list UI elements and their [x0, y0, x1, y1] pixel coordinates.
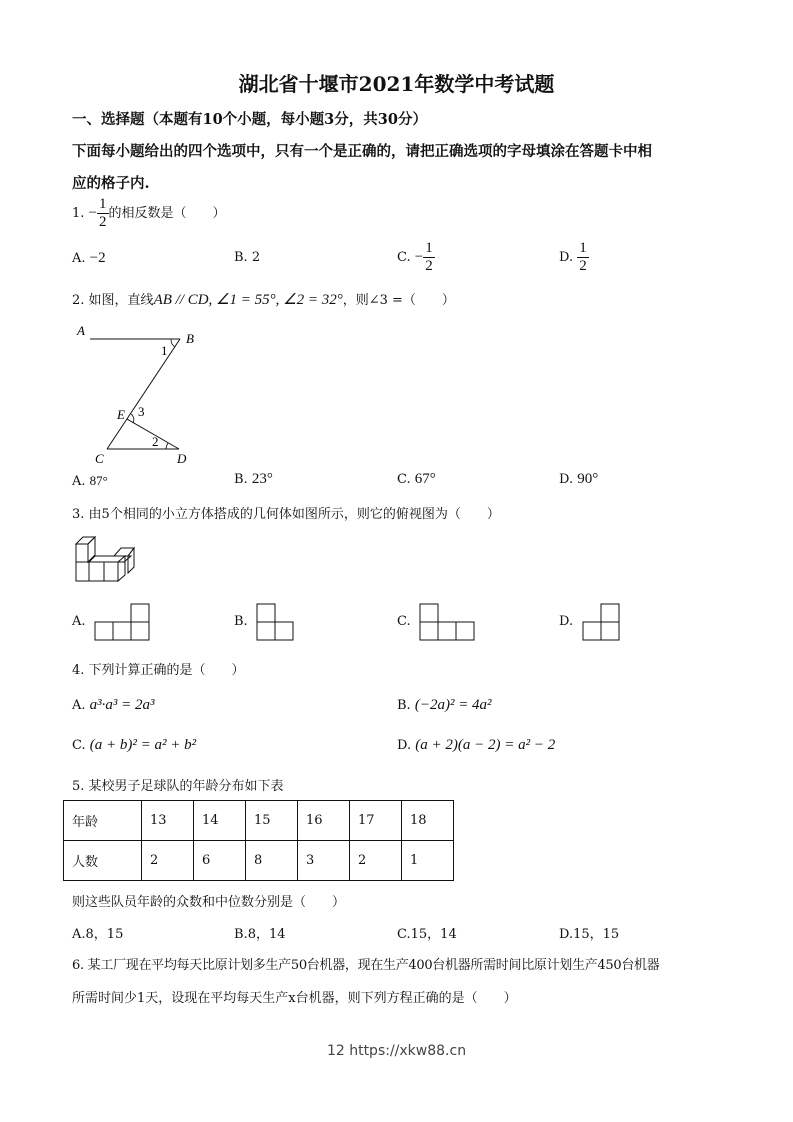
option-value: (a + 2)(a − 2) = a² − 2 [415, 737, 556, 753]
q2-option-b[interactable] [234, 471, 273, 488]
table-cell: 3 [298, 841, 350, 881]
top-view-d-icon [581, 602, 641, 642]
option-label: B. [234, 250, 248, 265]
top-view-a-icon [94, 602, 154, 642]
option-value: (a + b)² = a² + b² [89, 737, 197, 753]
minus-sign: − [414, 249, 424, 265]
option-value: 67° [414, 471, 436, 487]
option-label: C. [397, 614, 411, 629]
option-value: (−2a)² = 4a² [414, 697, 492, 713]
option-label: C. [397, 927, 411, 942]
question-number: 2. [72, 293, 85, 308]
table-row [64, 801, 454, 841]
option-value: 8，14 [247, 927, 286, 942]
question-5 [72, 775, 284, 794]
q5-option-d[interactable] [559, 923, 619, 942]
question-text: 下列计算正确的是（ ） [88, 663, 245, 678]
table-header-cell: 人数 [64, 841, 142, 881]
q3-option-b[interactable] [234, 614, 248, 629]
fraction [577, 240, 589, 275]
question-number: 3. [72, 507, 85, 522]
q1-option-a[interactable] [72, 250, 106, 267]
table-cell: 15 [246, 801, 298, 841]
q3-option-a[interactable] [72, 614, 86, 629]
option-value: 87° [89, 473, 108, 488]
denominator: 2 [99, 214, 107, 230]
option-label: D. [559, 250, 574, 265]
table-cell: 13 [142, 801, 194, 841]
question-text: 某工厂现在平均每天比原计划多生产50台机器，现在生产400台机器所需时间比原计划生产450台机器 [87, 958, 660, 973]
label-a: A [77, 323, 85, 338]
option-value: a³·a³ = 2a³ [89, 697, 155, 713]
question-number: 6. [72, 958, 84, 973]
question-number: 1. [72, 206, 85, 221]
question-text: 由5个相同的小立方体搭成的几何体如图所示，则它的俯视图为（ ） [88, 507, 500, 522]
option-label: D. [397, 738, 412, 753]
option-label: B. [234, 927, 248, 942]
question-text: 的相反数是（ ） [108, 206, 226, 221]
age-distribution-table [63, 800, 454, 881]
table-cell: 17 [350, 801, 402, 841]
q4-option-b[interactable] [397, 697, 492, 714]
fraction [97, 196, 109, 231]
table-cell: 2 [350, 841, 402, 881]
question-1 [72, 196, 226, 231]
page-footer: 12 https://xkw88.cn [326, 1043, 467, 1059]
option-value: 15，14 [410, 927, 457, 942]
option-value: 15，15 [573, 927, 620, 942]
instruction-line-1: 下面每小题给出的四个选项中，只有一个是正确的，请把正确选项的字母填涂在答题卡中相 [72, 143, 652, 160]
label-d: D [177, 451, 187, 466]
geometry-figure [70, 322, 210, 472]
option-label: B. [234, 614, 248, 629]
option-label: D. [559, 472, 574, 487]
option-label: A. [72, 474, 86, 489]
q1-option-b[interactable] [234, 250, 260, 265]
question-6-line-2: 所需时间少1天，设现在平均每天生产x台机器，则下列方程正确的是（ ） [72, 991, 517, 1006]
question-3 [72, 503, 500, 522]
option-value: 90° [577, 471, 599, 487]
minus-sign: − [88, 205, 98, 221]
cube-solid-figure [72, 534, 142, 586]
numerator: 1 [99, 196, 107, 212]
option-value: 2 [251, 250, 261, 265]
question-text: 某校男子足球队的年龄分布如下表 [88, 779, 284, 794]
top-view-b-icon [256, 602, 316, 642]
table-cell: 18 [402, 801, 454, 841]
table-cell: 2 [142, 841, 194, 881]
numerator: 1 [425, 240, 433, 256]
question-4 [72, 659, 245, 678]
option-label: B. [234, 472, 248, 487]
table-cell: 1 [402, 841, 454, 881]
fraction [423, 240, 435, 275]
table-cell: 14 [194, 801, 246, 841]
q1-option-d[interactable] [559, 240, 589, 275]
denominator: 2 [425, 258, 433, 274]
table-cell: 8 [246, 841, 298, 881]
question-number: 4. [72, 663, 85, 678]
top-view-c-icon [419, 602, 479, 642]
q5-option-b[interactable] [234, 923, 286, 942]
q4-option-c[interactable] [72, 737, 196, 754]
question-6 [72, 954, 659, 973]
option-label: B. [397, 698, 411, 713]
label-b: B [186, 331, 194, 346]
q2-option-c[interactable] [397, 471, 436, 488]
question-2 [72, 289, 455, 309]
q4-option-d[interactable] [397, 737, 555, 754]
option-value: −2 [89, 250, 106, 266]
question-number: 5. [72, 779, 85, 794]
q1-option-c[interactable] [397, 240, 435, 275]
q3-option-c[interactable] [397, 614, 411, 629]
angle-2-label: 2 [152, 434, 159, 449]
option-label: D. [559, 927, 574, 942]
option-label: C. [397, 472, 411, 487]
q4-option-a[interactable] [72, 697, 155, 714]
numerator: 1 [579, 240, 587, 256]
q5-option-a[interactable] [72, 923, 123, 942]
option-label: C. [72, 738, 86, 753]
question-text: ，则∠3 =（ ） [342, 293, 455, 308]
option-label: A. [72, 251, 86, 266]
table-cell: 6 [194, 841, 246, 881]
question-math: AB // CD, ∠1 = 55°, ∠2 = 32° [153, 292, 343, 308]
q2-option-a[interactable] [72, 473, 108, 489]
q2-option-d[interactable] [559, 471, 598, 488]
q5-option-c[interactable] [397, 923, 457, 942]
instruction-line-2: 应的格子内. [72, 175, 150, 192]
option-label: A. [72, 614, 86, 629]
page-title: 湖北省十堰市2021年数学中考试题 [238, 72, 555, 96]
option-value: 8，15 [85, 927, 124, 942]
option-label: C. [397, 250, 411, 265]
section-heading: 一、选择题（本题有10个小题，每小题3分，共30分） [72, 111, 427, 128]
table-header-cell: 年龄 [64, 801, 142, 841]
denominator: 2 [579, 258, 587, 274]
table-cell: 16 [298, 801, 350, 841]
question-text: 如图，直线 [88, 293, 154, 308]
label-c: C [95, 451, 104, 466]
table-row [64, 841, 454, 881]
option-value: 23° [251, 471, 273, 487]
option-label: D. [559, 614, 574, 629]
angle-3-label: 3 [138, 404, 145, 419]
option-label: A. [72, 698, 86, 713]
question-5-prompt: 则这些队员年龄的众数和中位数分别是（ ） [72, 895, 346, 910]
option-label: A. [72, 927, 86, 942]
angle-1-label: 1 [161, 343, 168, 358]
q3-option-d[interactable] [559, 614, 573, 629]
label-e: E [117, 407, 125, 422]
